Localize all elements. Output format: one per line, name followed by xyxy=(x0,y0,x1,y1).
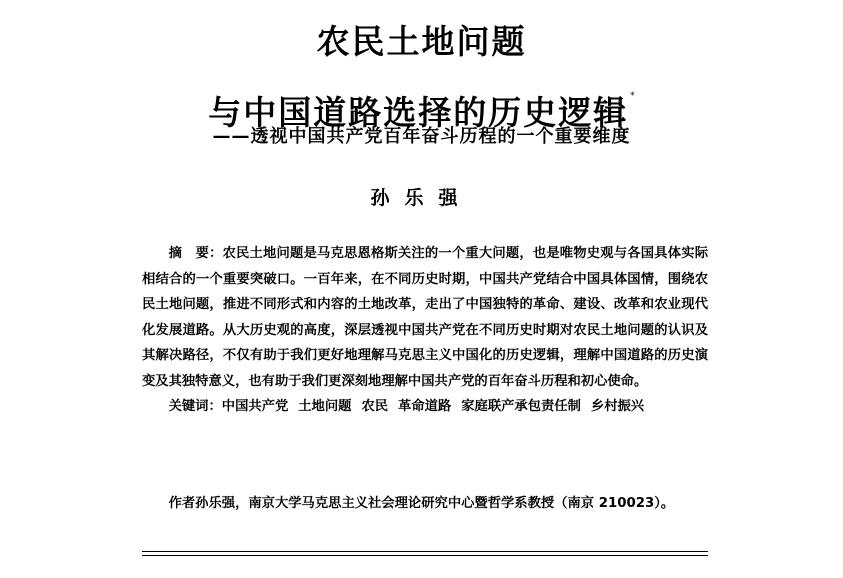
abstract-label: 摘 要： xyxy=(168,246,223,261)
abstract-text: 农民土地问题是马克思恩格斯关注的一个重大问题，也是唯物史观与各国具体实际相结合的一个重要突破口。一百年来，在不同历史时期，中国共产党结合中国具体国情，围绕农民土地问题，推进不同形式和内容的土地改革，走出了中国独特的革命、建设、改革和农业现代化发展道路。从大历史观的高度，深层透视中国共产党在不同历史时期对农民土地问题的认识及其解决路径，不仅有助于我们更好地理解马克思主义中国化的历史逻辑，理解中国道路的历史演变及其独特意义，也有助于我们更深刻地理解中国共产党的百年奋斗历程和初心使命。 xyxy=(142,246,709,389)
author-note: 作者孙乐强，南京大学马克思主义社会理论研究中心暨哲学系教授（南京 210023）。 xyxy=(168,496,675,511)
footer-rule-top xyxy=(142,551,708,552)
title-footnote-mark[interactable]: * xyxy=(630,91,635,101)
author-note-block xyxy=(142,491,708,517)
keyword-item: 乡村振兴 xyxy=(590,399,645,414)
subtitle: ——透视中国共产党百年奋斗历程的一个重要维度 xyxy=(212,126,631,147)
title-line-1-text: 农民土地问题 xyxy=(316,22,527,61)
title-line-2-text: 与中国道路选择的历史逻辑 xyxy=(208,93,629,132)
keyword-item: 革命道路 xyxy=(398,399,452,414)
abstract-block xyxy=(142,241,708,420)
keyword-item: 农民 xyxy=(361,399,389,414)
footer-rule-bottom xyxy=(142,555,708,556)
keyword-item: 家庭联产承包责任制 xyxy=(461,399,581,414)
keywords-label: 关键词： xyxy=(168,399,222,414)
author-name: 孙乐强 xyxy=(370,187,473,209)
keyword-item: 土地问题 xyxy=(298,399,352,414)
abstract-paragraph xyxy=(142,241,708,394)
keywords-paragraph xyxy=(142,394,708,420)
title-line-1 xyxy=(0,22,843,62)
keyword-item: 中国共产党 xyxy=(221,399,289,414)
